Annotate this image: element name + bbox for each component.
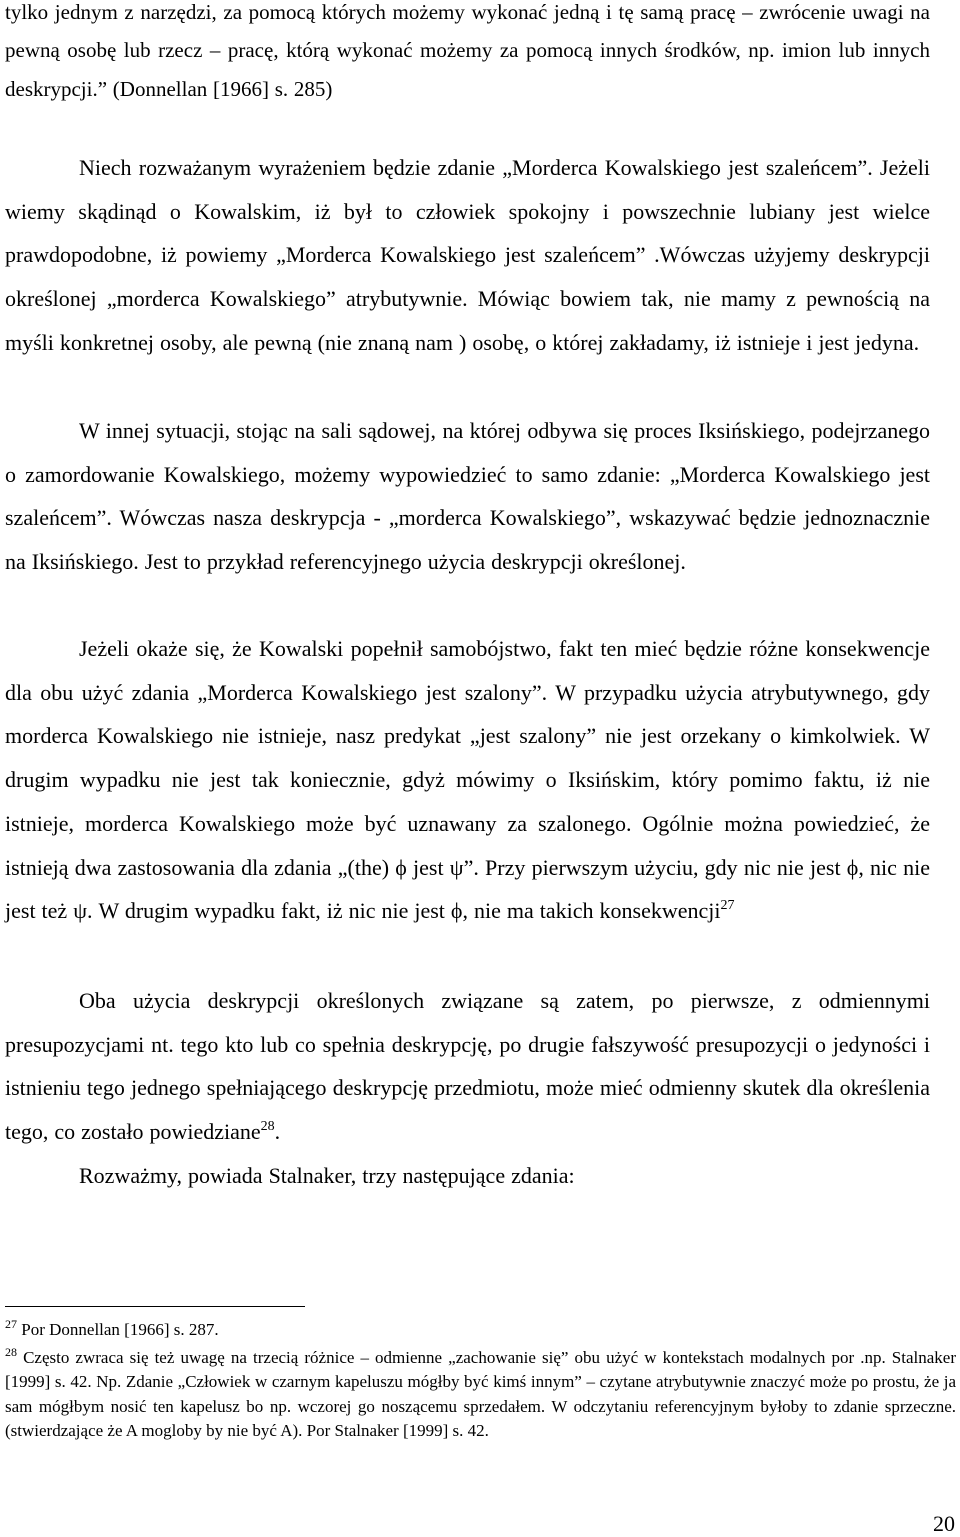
paragraph-quote-end: tylko jednym z narzędzi, za pomocą których możemy wykonać jedną i tę samą pracę – zwrócenie uwagi na pewną osobę lub rzecz – pracę, którą wykonać możemy za pomocą innych środków, np. imion lub innych deskrypcji.” (Donnellan [1966] s. 285) [5,0,930,101]
footnote-28 [5,1346,956,1443]
footnote-text: Często zwraca się też uwagę na trzecią różnice – odmienne „zachowanie się” obu użyć w kontekstach modalnych por .np. Stalnaker [1999] s. 42. Np. Zdanie „Człowiek w czarnym kapeluszu mógłby być kimś innym” – czytane atrybutywnie znaczyć może po prostu, że ja sam mógłbym nosić ten kapelusz bo np. wczorej go noszącemu sprzedałem. W odczytaniu referencyjnym byłoby to zdanie sprzeczne. (stwierdzające że A mogloby by nie być A). Por Stalnaker [1999] s. 42. [5,1348,956,1440]
paragraph-stalnaker: Rozważmy, powiada Stalnaker, trzy następujące zdania: [79,1163,575,1188]
paragraph-consequences [5,627,930,933]
footnote-ref-28: 28 [260,1119,275,1135]
footnote-separator [5,1306,305,1307]
paragraph-presuppositions [5,979,930,1154]
paragraph-referential: W innej sytuacji, stojąc na sali sądowej, na której odbywa się proces Iksińskiego, podejrzanego o zamordowanie Kowalskiego, możemy wypowiedzieć to samo zdanie: „Morderca Kowalskiego jest szaleńcem”. Wówczas nasza deskrypcja - „morderca Kowalskiego”, wskazywać będzie jednoznacznie na Iksińskiego. Jest to przykład referencyjnego użycia deskrypcji określonej. [5,418,930,575]
page-number: 20 [933,1511,955,1536]
footnote-27 [5,1318,956,1342]
paragraph-consequences-text: Jeżeli okaże się, że Kowalski popełnił samobójstwo, fakt ten mieć będzie różne konsekwencje dla obu użyć zdania „Morderca Kowalskiego jest szalony”. W przypadku użycia atrybutywnego, gdy morderca Kowalskiego nie istnieje, nasz predykat „jest szalony” nie jest orzekany o kimkolwiek. W drugim wypadku nie jest tak koniecznie, gdyż mówimy o Iksińskim, który pomimo faktu, iż nie istnieje, morderca Kowalskiego może być uznawany za szalonego. Ogólnie można powiedzieć, że istnieją dwa zastosowania dla zdania „(the) ϕ jest ψ”. Przy pierwszym użyciu, gdy nic nie jest ϕ, nic nie jest też ψ. W drugim wypadku fakt, iż nic nie jest ϕ, nie ma takich konsekwencji [5,636,930,924]
paragraph-attributive: Niech rozważanym wyrażeniem będzie zdanie „Morderca Kowalskiego jest szaleńcem”. Jeżeli wiemy skądinąd o Kowalskim, iż był to człowiek spokojny i powszechnie lubiany jest wielce prawdopodobne, iż powiemy „Morderca Kowalskiego jest szaleńcem” .Wówczas użyjemy deskrypcji określonej „morderca Kowalskiego” atrybutywnie. Mówiąc bowiem tak, nie mamy z pewnością na myśli konkretnej osoby, ale pewną (nie znaną nam ) osobę, o której zakładamy, iż istnieje i jest jedyna. [5,155,930,355]
paragraph-presuppositions-text: Oba użycia deskrypcji określonych związane są zatem, po pierwsze, z odmiennymi presupozycjami nt. tego kto lub co spełnia deskrypcję, po drugie fałszywość presupozycji o jedyności i istnieniu tego jednego spełniającego deskrypcję przedmiotu, może mieć odmienny skutek dla określenia tego, co zostało powiedziane [5,988,930,1145]
footnote-number: 27 [5,1317,17,1331]
paragraph-presuppositions-end: . [274,1119,281,1145]
footnote-ref-27: 27 [720,898,735,914]
footnote-text: Por Donnellan [1966] s. 287. [21,1320,219,1339]
footnote-number: 28 [5,1345,17,1359]
